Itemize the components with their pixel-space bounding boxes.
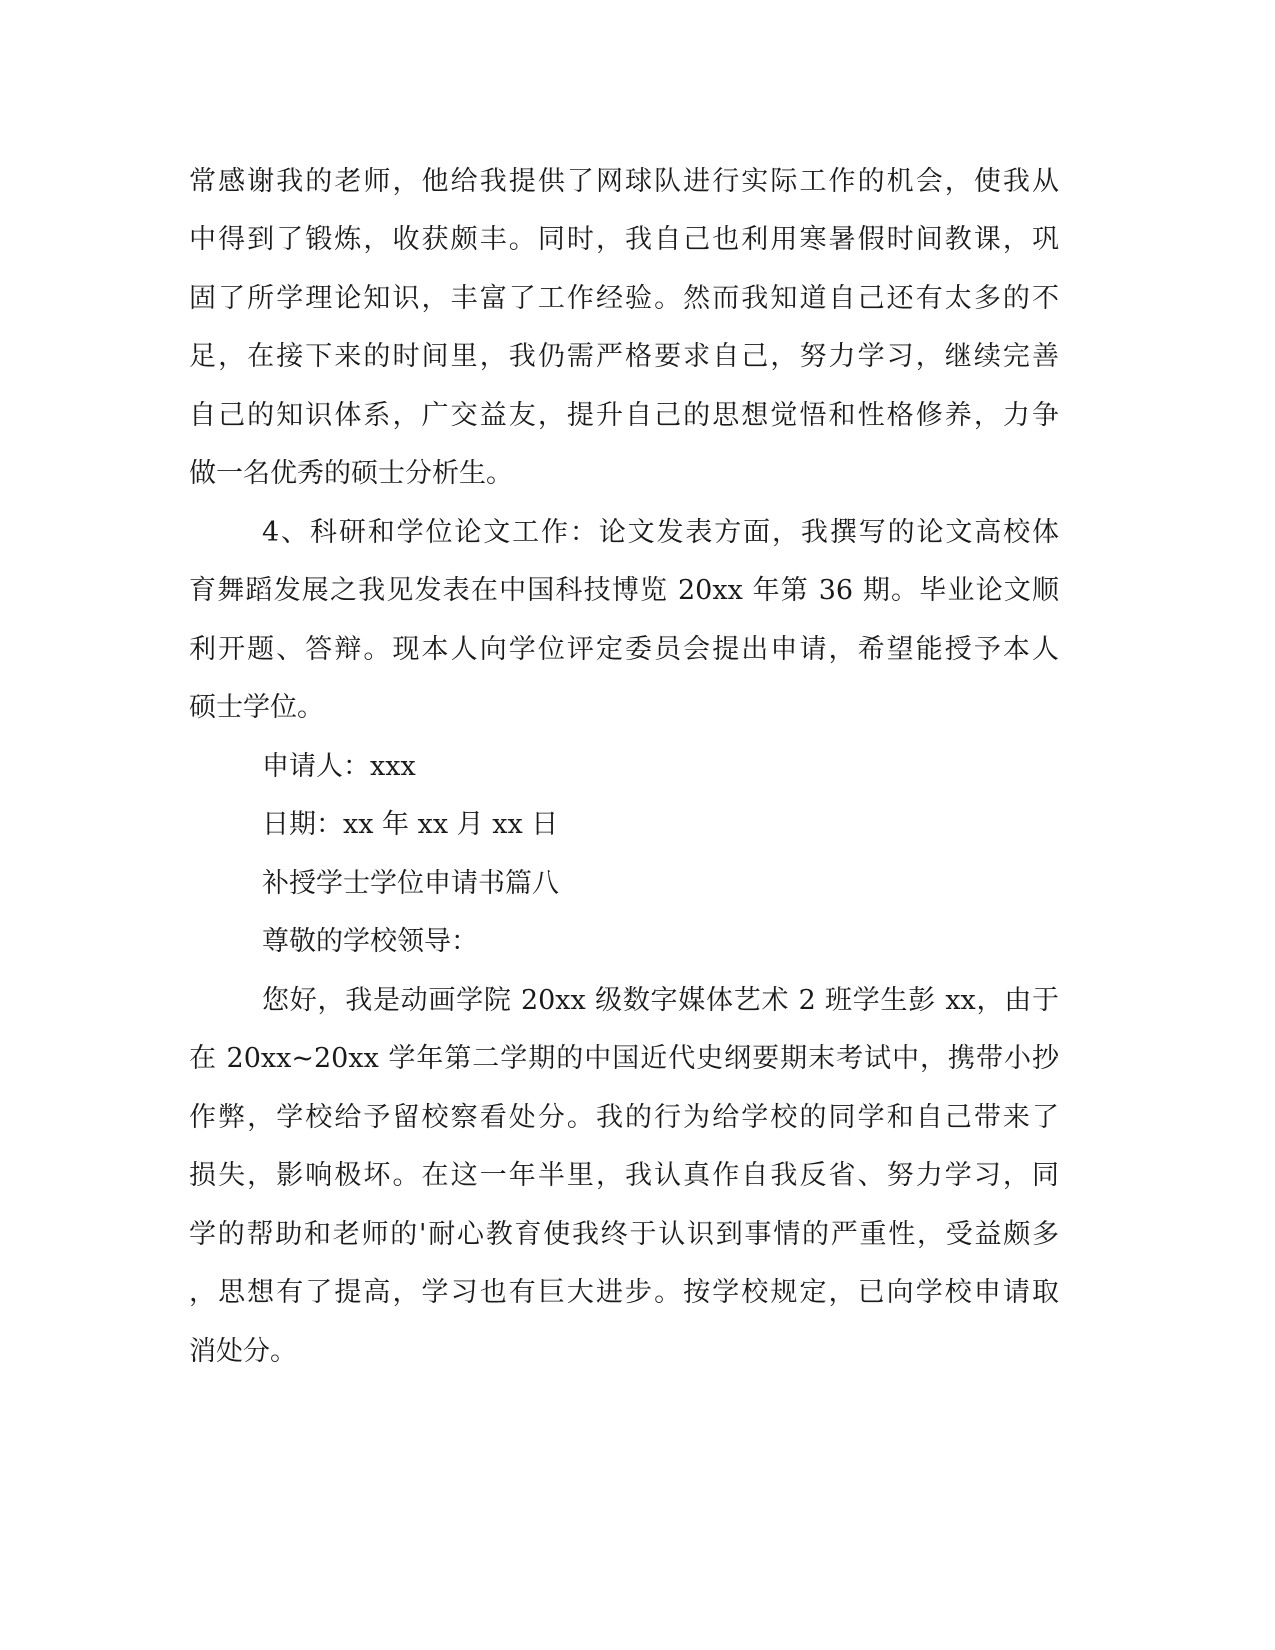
text-line: 硕士学位。 [189,692,324,723]
text-line: 育舞蹈发展之我见发表在中国科技博览 20xx 年第 36 期。毕业论文顺 [189,575,1059,606]
text-line: 自己的知识体系，广交益友，提升自己的思想觉悟和性格修养，力争 [189,400,1059,431]
text-line: 损失，影响极坏。在这一年半里，我认真作自我反省、努力学习，同 [189,1160,1059,1191]
text-line: 中得到了锻炼，收获颇丰。同时，我自己也利用寒暑假时间教课，巩 [189,224,1059,255]
date-line: 日期：xx 年 xx 月 xx 日 [262,809,559,840]
text-line: 利开题、答辩。现本人向学位评定委员会提出申请，希望能授予本人 [189,634,1059,665]
section-title: 补授学士学位申请书篇八 [262,868,559,899]
text-line: 4、科研和学位论文工作：论文发表方面，我撰写的论文高校体 [262,517,1059,548]
salutation: 尊敬的学校领导： [262,926,478,957]
text-line: 足，在接下来的时间里，我仍需严格要求自己，努力学习，继续完善 [189,341,1059,372]
text-line: 作弊，学校给予留校察看处分。我的行为给学校的同学和自己带来了 [189,1102,1059,1133]
text-line: 固了所学理论知识，丰富了工作经验。然而我知道自己还有太多的不 [189,283,1059,314]
text-line: 您好，我是动画学院 20xx 级数字媒体艺术 2 班学生彭 xx，由于 [262,985,1059,1016]
text-line: 消处分。 [189,1336,297,1367]
text-line: 学的帮助和老师的'耐心教育使我终于认识到事情的严重性，受益颇多 [189,1219,1059,1250]
text-line: 常感谢我的老师，他给我提供了网球队进行实际工作的机会，使我从 [189,166,1059,197]
applicant-line: 申请人：xxx [262,751,416,782]
text-line: 做一名优秀的硕士分析生。 [189,458,513,489]
text-line: ，思想有了提高，学习也有巨大进步。按学校规定，已向学校申请取 [189,1277,1059,1308]
text-line: 在 20xx~20xx 学年第二学期的中国近代史纲要期末考试中，携带小抄 [189,1043,1059,1074]
